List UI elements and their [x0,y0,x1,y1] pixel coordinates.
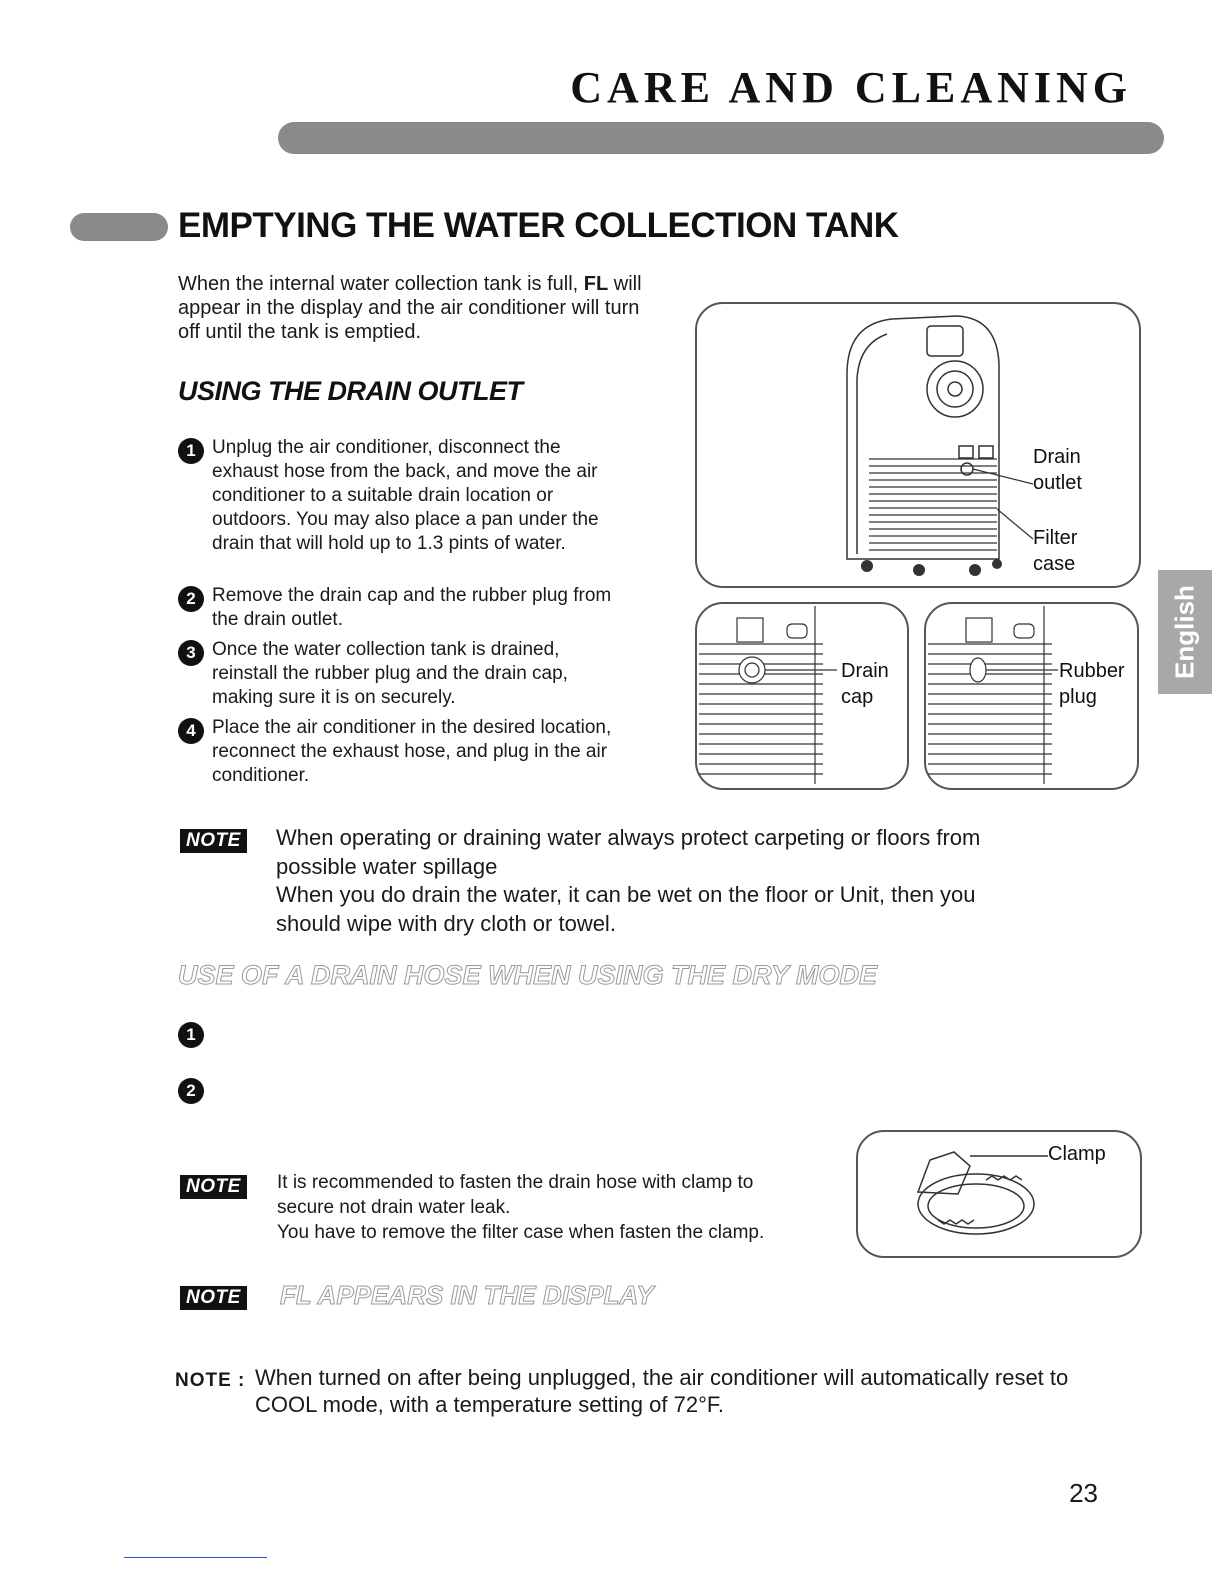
rubber-plug-label-2: plug [1059,686,1097,708]
dry-step-2-number: 2 [178,1078,204,1104]
drain-cap-figure [695,602,909,790]
drain-cap-label-2: cap [841,686,874,708]
section-title: EMPTYING THE WATER COLLECTION TANK [178,206,899,245]
step-number: 2 [178,586,204,612]
note-2-line-1: It is recommended to fasten the drain hose with clamp to [277,1172,754,1193]
language-tab[interactable] [1158,570,1212,694]
drain-cap-illustration [697,604,907,788]
page-number: 23 [1069,1478,1098,1508]
step-number: 1 [178,438,204,464]
dry-step-1-number: 1 [178,1022,204,1048]
drain-outlet-title: USING THE DRAIN OUTLET [178,376,523,406]
note-2-line-2: secure not drain water leak. [277,1197,511,1218]
intro-fl-code: FL [583,273,609,295]
footer-rule [124,1557,267,1558]
final-note-line-1: When turned on after being unplugged, the air conditioner will automatically reset to [255,1365,1069,1390]
note-1-line-2: possible water spillage [276,853,498,879]
clamp-label: Clamp [1048,1143,1106,1165]
note-1-text [276,824,1076,938]
note-badge: NOTE [180,1286,247,1310]
language-tab-label: English [1169,585,1200,679]
note-1-line-1: When operating or draining water always protect carpeting or floors from [276,825,981,850]
rubber-plug-illustration [926,604,1137,788]
section-marker [70,213,168,241]
rubber-plug-label-1: Rubber [1059,660,1125,682]
step-number: 4 [178,718,204,744]
step-text: Place the air conditioner in the desired location, reconnect the exhaust hose, and plug in the air conditioner. [212,717,612,786]
drain-cap-label-1: Drain [841,660,889,682]
final-note-label: NOTE : [175,1370,246,1391]
header-divider-bar [278,122,1164,154]
case-label: case [1033,553,1076,575]
dry-mode-title: USE OF A DRAIN HOSE WHEN USING THE DRY MODE [178,960,878,990]
drain-label: Drain [1033,446,1081,468]
section-intro [178,272,658,344]
air-conditioner-figure [695,302,1141,588]
final-note-text [255,1364,1155,1418]
step-text: Unplug the air conditioner, disconnect the exhaust hose from the back, and move the air conditioner to a suitable drain location or outdoors. You may also place a pan under the drain that will hold up to 1.3 pints of water. [212,437,599,554]
rubber-plug-figure [924,602,1139,790]
step-text: Remove the drain cap and the rubber plug from the drain outlet. [212,585,612,630]
note-badge: NOTE [180,1175,247,1199]
note-2-line-3: You have to remove the filter case when fasten the clamp. [277,1222,765,1243]
clamp-figure [856,1130,1142,1258]
note-1-line-3: When you do drain the water, it can be wet on the floor or Unit, then you [276,882,976,907]
fl-display-title: FL APPEARS IN THE DISPLAY [280,1280,654,1310]
final-note-line-2: COOL mode, with a temperature setting of 72°F. [255,1392,724,1417]
note-1-line-4: should wipe with dry cloth or towel. [276,910,616,936]
page-header-title: CARE AND CLEANING [570,63,1132,112]
intro-text-start: When the internal water collection tank is full, [178,273,584,295]
step-text: Once the water collection tank is drained, reinstall the rubber plug and the drain cap, making sure it is on securely. [212,639,568,708]
note-2-text [277,1170,837,1245]
step-number: 3 [178,640,204,666]
outlet-label: outlet [1033,472,1082,494]
intro-text-end: will appear in the display and the air conditioner will turn off until the tank is emptied. [178,273,642,343]
note-badge: NOTE [180,829,247,853]
filter-label: Filter [1033,527,1078,549]
